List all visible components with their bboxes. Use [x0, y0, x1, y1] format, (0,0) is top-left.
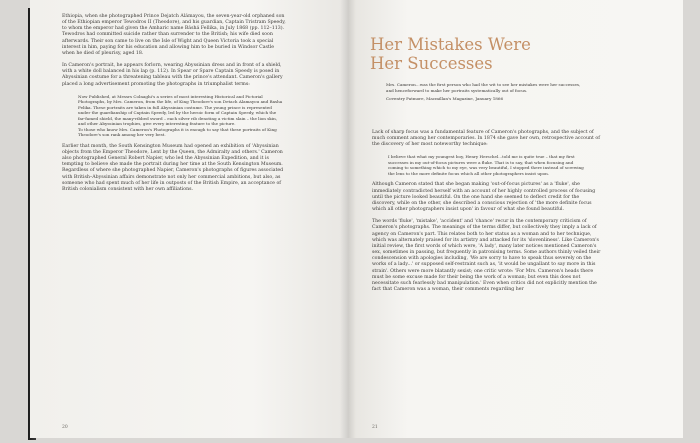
block-quote: To those who know Mrs. Cameron's Photographs it is enough to say that these portraits of King Theodore's son rank among her very best. — [78, 126, 277, 138]
right-text-column — [372, 130, 602, 293]
left-text-column — [62, 14, 288, 193]
block-quote: I believe that what my youngest boy, Henry Herschel...told me is quite true – that my first successes in my out-of-focus pictures were a fluke. That is to say, that when focusing and coming to something which to my eye, was very beautiful, I stopped there instead of screwing the lens to the more definite focus which all other photographers insist upon. — [388, 154, 584, 176]
chapter-title — [370, 35, 531, 73]
right-page — [348, 0, 683, 438]
left-page — [30, 0, 348, 438]
chapter-title-line: Her Successes — [370, 54, 493, 74]
page-number-right: 21 — [372, 425, 378, 430]
chapter-title-line: Her Mistakes Were — [370, 35, 531, 55]
page-number-left: 20 — [62, 425, 68, 430]
left-paragraph: In Cameron's portrait, he appears forlorn, wearing Abyssinian dress and in front of a shield, with a white doll balanced in his lap (p. 112). In Spear or Spare Captain Speedy is posed in Abyssinian costume for a threatening tableau with the prince's attendant. Cameron's gallery placed a long advertisement promoting the photographs in triumphalist terms: — [62, 63, 283, 87]
epigraph-source: Coventry Patmore, Macmillan's Magazine, January 1866 — [386, 96, 504, 101]
epigraph-text: Mrs. Cameron...was the first person who had the wit to see her mistakes were her successes, and henceforward to make her portraits systematically out of focus. — [386, 82, 581, 93]
right-paragraph: Lack of sharp focus was a fundamental feature of Cameron's photographs, and the subject of much comment among her contemporaries. In 1874 she gave her own, retrospective account of the discovery of her most noteworthy technique: — [372, 130, 600, 148]
epigraph — [386, 82, 586, 102]
book-gutter — [340, 0, 356, 438]
block-quote: Now Published, at Messrs Colnaghi's a series of most interesting Historical and Pictorial Photographs, by Mrs. Cameron, from the life, of King Theodore's son Detach Alamayou and Basha Felika. These portraits are taken in full Abyssinian costume. The young prince is represented under the guardianship of Captain Speedy, led by the heroic form of Captain Speedy, which the far-famed shield, the many-ribbed sword – each silver rib denoting a victim slain – the lion skin, and other Abyssinian trophies, give every interesting feature to the picture. — [78, 93, 283, 127]
right-paragraph: Although Cameron stated that she began making 'out-of-focus pictures' as a 'fluke', she immediately contradicted herself with an account of her highly controlled process of focusing until the picture looked beautiful. On the one hand she seemed to deflect credit for the discovery, while on the other, she described a conscious rejection of 'the more definite focus which all other photographers insist upon' in favour of what she found beautiful. — [372, 182, 596, 213]
right-paragraph: The words 'fluke', 'mistake', 'accident' and 'chance' recur in the contemporary criticism of Cameron's photographs. The meanings of the terms differ, but collectively they imply a lack of agency on Cameron's part. This relates both to her status as a woman and to her technique, which was alternately praised for its artistry and attacked for its 'slovenliness'. Like Cameron's initial review, the first words of which were, 'A lady', many later notices mentioned Cameron's sex, sometimes in passing, but frequently in patronising terms. Some authors thinly veiled their condescension with apologies including, 'We are sorry to have to speak thus severely on the works of a lady...' or supposed self-restraint such as, 'it would be ungallant to say more in this strain'. Others were more blatantly sexist; one critic wrote: 'For Mrs. Cameron's heads there must be some excuse made for their being the work of a woman; but even this does not necessitate such fearlessly bad manipulation.' Even when critics did not explicitly mention the fact that Cameron was a woman, their comments regarding her — [372, 219, 601, 292]
left-paragraph: Earlier that month, the South Kensington Museum had opened an exhibition of 'Abyssinian objects from the Emperor Theodore, Lent by the Queen, the Admiralty and others.' Cameron also photographed General Robert Napier, who led the Abyssinian Expedition, and it is tempting to believe she made the portrait during her time at the South Kensington Museum. Regardless of where she photographed Napier, Cameron's photographs of figures associated with British–Abyssinian affairs demonstrate not only her commercial ambitions, but also, as someone who had spent much of her life in outposts of the British Empire, an acceptance of British colonialism consistent with her own affiliations. — [62, 143, 284, 192]
left-paragraph: Ethiopia, when she photographed Prince Dejatch Alámayou, the seven-year-old orphaned son of the Ethiopian emperor Tewodros II (Theodore), and his guardian, Captain Tristram Speedy, to whom the emperor had given the Amharic name Báshá Fellika, in July 1868 (pp. 112–113). Tewodros had committed suicide rather than surrender to the British; his wife died soon afterwards. Their son came to live on the Isle of Wight and Queen Victoria took a special interest in him, paying for his education and allowing him to be buried in Windsor Castle when he died of pleurisy, aged 18. — [62, 14, 286, 56]
